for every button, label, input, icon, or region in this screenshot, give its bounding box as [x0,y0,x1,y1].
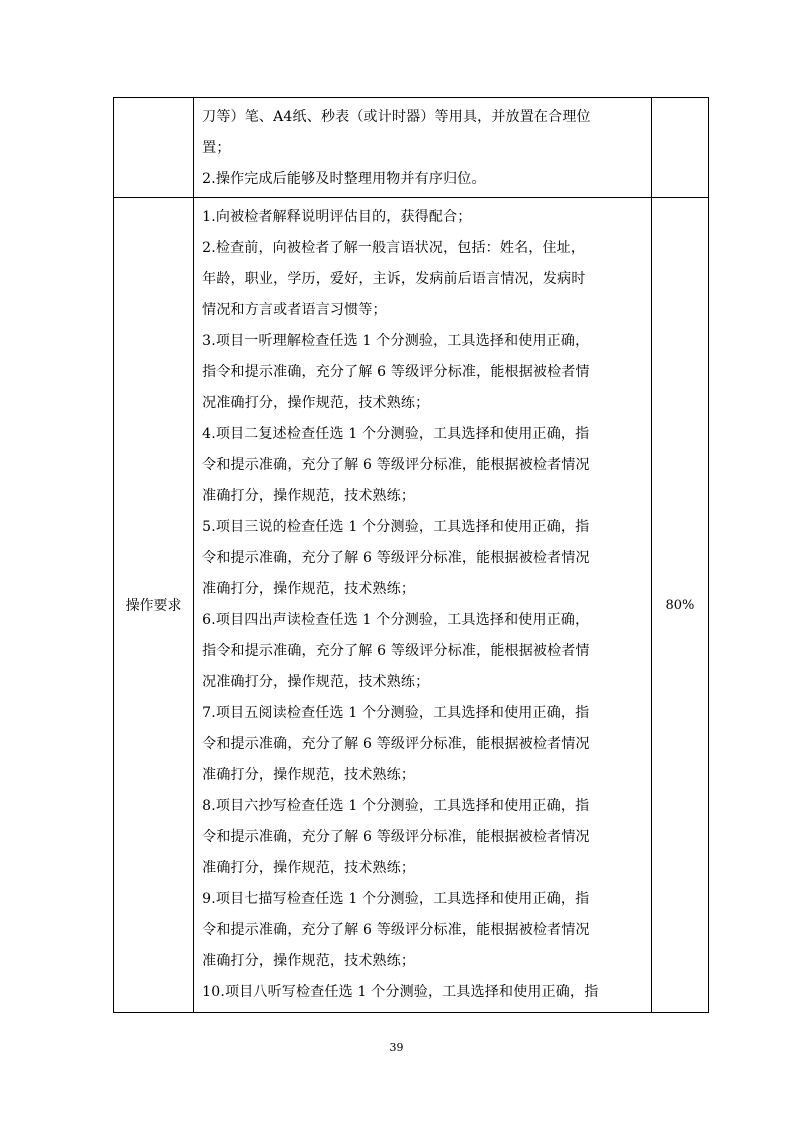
content-line: 令和提示准确，充分了解 6 等级评分标准，能根据被检者情况 [202,736,590,752]
row-content [194,98,652,198]
table-row [114,98,709,198]
row-label [114,98,194,198]
content-line: 准确打分，操作规范，技术熟练； [202,581,416,597]
content-line: 置； [202,140,231,156]
content-line: 令和提示准确，充分了解 6 等级评分标准，能根据被检者情况 [202,922,590,938]
row-label: 操作要求 [114,198,194,1013]
content-line: 4.项目二复述检查任选 1 个分测验，工具选择和使用正确，指 [202,426,590,442]
content-line: 2.操作完成后能够及时整理用物并有序归位。 [202,171,486,187]
content-line: 年龄，职业，学历，爱好，主诉，发病前后语言情况，发病时 [202,271,586,287]
content-line: 10.项目八听写检查任选 1 个分测验，工具选择和使用正确，指 [202,984,599,1000]
content-line: 况准确打分，操作规范，技术熟练； [202,674,430,690]
assessment-table [113,97,709,1013]
content-line: 准确打分，操作规范，技术熟练； [202,767,416,783]
row-weight [651,98,708,198]
content-line: 情况和方言或者语言习惯等； [202,302,387,318]
content-line: 准确打分，操作规范，技术熟练； [202,860,416,876]
table-row [114,198,709,1013]
content-line: 准确打分，操作规范，技术熟练； [202,488,416,504]
content-line: 指令和提示准确，充分了解 6 等级评分标准，能根据被检者情 [202,364,590,380]
page-number: 39 [389,1041,404,1054]
content-line: 3.项目一听理解检查任选 1 个分测验，工具选择和使用正确， [202,333,590,349]
content-line: 8.项目六抄写检查任选 1 个分测验，工具选择和使用正确，指 [202,798,590,814]
content-line: 7.项目五阅读检查任选 1 个分测验，工具选择和使用正确，指 [202,705,590,721]
content-line: 5.项目三说的检查任选 1 个分测验，工具选择和使用正确，指 [202,519,590,535]
content-line: 2.检查前，向被检者了解一般言语状况，包括：姓名，住址， [202,240,586,256]
content-line: 6.项目四出声读检查任选 1 个分测验，工具选择和使用正确， [202,612,590,628]
content-line: 刀等）笔、A4纸、秒表（或计时器）等用具，并放置在合理位 [202,109,591,125]
row-content [194,198,652,1013]
content-line: 准确打分，操作规范，技术熟练； [202,953,416,969]
content-line: 令和提示准确，充分了解 6 等级评分标准，能根据被检者情况 [202,550,590,566]
content-line: 9.项目七描写检查任选 1 个分测验，工具选择和使用正确，指 [202,891,590,907]
content-line: 指令和提示准确，充分了解 6 等级评分标准，能根据被检者情 [202,643,590,659]
content-line: 令和提示准确，充分了解 6 等级评分标准，能根据被检者情况 [202,829,590,845]
content-line: 况准确打分，操作规范，技术熟练； [202,395,430,411]
row-weight: 80% [651,198,708,1013]
content-line: 1.向被检者解释说明评估目的，获得配合； [202,209,472,225]
content-line: 令和提示准确，充分了解 6 等级评分标准，能根据被检者情况 [202,457,590,473]
